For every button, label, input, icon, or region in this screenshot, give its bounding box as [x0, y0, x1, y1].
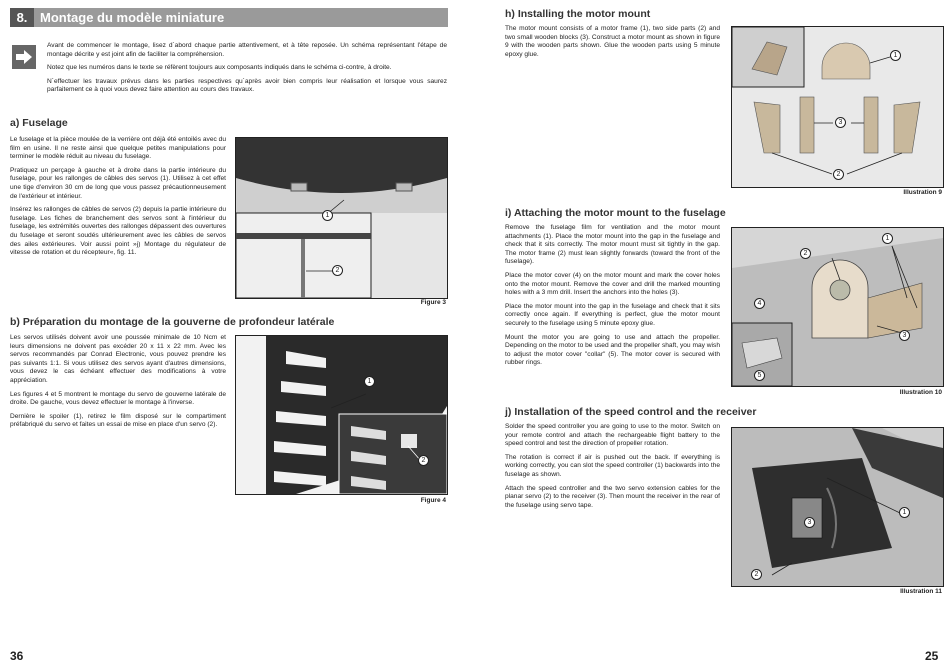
section-paragraph: Le fuselage et la pièce moulée de la verrière ont déjà été entoilés avec du film en usine. Il ne reste ainsi que quelque petites manipulations pour terminer le modèle réduit au niveau du fuselage. [10, 136, 226, 161]
callout-4: 4 [754, 298, 765, 309]
section-paragraph: Les figures 4 et 5 montrent le montage du servo de gouverne latérale de droite. De gauche, vous devez effectuer le montage à l'inverse. [10, 390, 226, 407]
callout-2: 2 [418, 455, 429, 466]
figure-4-caption: Figure 4 [420, 497, 446, 504]
section-paragraph: The rotation is correct if air is pushed out the back. If everything is working correctly, you can slot the speed controller (1) backwards into the fuselage as shown. [505, 453, 720, 478]
section-paragraph: Les servos utilisés doivent avoir une poussée minimale de 10 Ncm et leurs dimensions ne doivent pas excéder 20 x 11 x 22 mm. Avec les servos recommandés par Conrad Electronic, vous pouvez prendre les pas suivants 1:1. Si vous utilisez des servos ayant d'autres dimensions, vous devez le cas échéant effectuer des modifications à votre appréciation. [10, 334, 226, 384]
intro-paragraph: Notez que les numéros dans le texte se réfèrent toujours aux composants indiqués dans le schéma ci-contre, à droite. [47, 64, 392, 72]
section-a-text [10, 136, 226, 263]
figure-3-photo [235, 137, 448, 299]
callout-3: 3 [835, 117, 846, 128]
page-number-right: 25 [925, 649, 939, 663]
illustration-9-photo [731, 26, 944, 188]
section-j-title: j) Installation of the speed control and the receiver [505, 406, 757, 418]
section-paragraph: Mount the motor you are going to use and attach the propeller. Depending on the motor to be used and the propeller shaft, you may wish to adjust the motor cover "collar" (5). The motor cover is secured with rubber rings. [505, 333, 720, 367]
intro-text [47, 42, 447, 100]
callout-2: 2 [332, 265, 343, 276]
illustration-11-caption: Illustration 11 [900, 588, 942, 595]
callout-1: 1 [364, 376, 375, 387]
callout-3: 3 [804, 517, 815, 528]
section-j-text [505, 423, 720, 515]
illustration-9-caption: Illustration 9 [903, 189, 942, 196]
section-paragraph: Solder the speed controller you are going to use to the motor. Switch on your remote control and attach the rechargeable flight battery to the speed control and test the direction of propeller rotation. [505, 423, 720, 448]
section-b-title: b) Préparation du montage de la gouverne de profondeur latérale [10, 316, 335, 328]
intro-paragraph: N´effectuer les travaux prévus dans les parties respectives qu´après avoir bien compris leur réalisation et lorsque vous saurez parfaitement ce à quoi vous devez faire attention au cours des travaux. [47, 77, 447, 94]
illustration-10-caption: Illustration 10 [899, 389, 942, 396]
chapter-number: 8. [10, 8, 34, 27]
callout-2: 2 [833, 169, 844, 180]
section-h-text [505, 25, 720, 64]
section-b-text [10, 334, 226, 435]
chapter-title: Montage du modèle miniature [40, 10, 225, 25]
section-i-title: i) Attaching the motor mount to the fuselage [505, 207, 726, 219]
callout-2: 2 [800, 248, 811, 259]
illustration-10-photo [731, 227, 944, 387]
section-paragraph: Place the motor cover (4) on the motor mount and mark the cover holes onto the motor mount. Remove the cover and drill the marked mounting holes with a 3 mm drill. Insert the anchors into the holes (3). [505, 271, 720, 297]
callout-1: 1 [322, 210, 333, 221]
section-paragraph: Insérez les rallonges de câbles de servos (2) depuis la partie intérieure du fuselage. Les fiches de branchement des servos sont à l'intérieur du fuselage, les extrémités ouvertes des rallonges dépassent des ouvertures du fuselage et seront soudés ultérieurement avec les câbles de servos des ailes extérieures. Voir aussi point »j) Montage du régulateur de vitesse de rotation et du récepteur«, fig. 11. [10, 206, 226, 257]
section-i-text [505, 224, 720, 373]
illustration-11-photo [731, 427, 944, 587]
figure-4-photo [235, 335, 448, 495]
section-a-title: a) Fuselage [10, 117, 68, 129]
callout-2: 2 [751, 569, 762, 580]
page-number-left: 36 [10, 649, 24, 663]
section-h-title: h) Installing the motor mount [505, 8, 651, 20]
callout-1: 1 [899, 507, 910, 518]
callout-1: 1 [882, 233, 893, 244]
callout-1: 1 [890, 50, 901, 61]
section-paragraph: Remove the fuselage film for ventilation and the motor mount attachments (1). Place the motor mount into the gap in the fuselage and check that it sits correctly. The motor mount must sit tightly in the gap. The motor frame (2) must lean slightly forwards (toward the front of the fuselage). [505, 224, 720, 266]
figure-3-caption: Figure 3 [420, 299, 446, 306]
intro-paragraph: Avant de commencer le montage, lisez d´abord chaque partie attentivement, et à tête reposée. Un schéma représentant l'étape de montage décrite y est joint afin de faciliter la compréhension. [47, 42, 447, 58]
section-paragraph: Place the motor mount into the gap in the fuselage and check that it sits correctly once again. If everything is perfect, glue the motor mount securely to the fuselage using 5 minute epoxy glue. [505, 302, 720, 327]
section-paragraph: Pratiquez un perçage à gauche et à droite dans la partie intérieure du fuselage, pour les rallonges de câbles des servos (1). Utilisez à cet effet une tige d'environ 30 cm de long que vous passez précautionneusement de l'extérieur et intérieur. [10, 166, 226, 200]
chapter-header [10, 8, 448, 27]
arrow-icon [12, 45, 36, 69]
callout-3: 3 [899, 330, 910, 341]
callout-5: 5 [754, 370, 765, 381]
section-paragraph: The motor mount consists of a motor frame (1), two side parts (2) and two small wooden blocks (3). Construct a motor mount as shown in figure 9 with the wooden parts shown. Glue the wooden parts using 5 minute epoxy glue. [505, 25, 720, 58]
section-paragraph: Dernière le spoiler (1), retirez le film disposé sur le compartiment préfabriqué du servo et faites un essai de mise en place d'un servo (2). [10, 412, 226, 429]
section-paragraph: Attach the speed controller and the two servo extension cables for the planar servo (2) to the receiver (3). Then mount the receiver in the rear of the fuselage using servo tape. [505, 484, 720, 509]
